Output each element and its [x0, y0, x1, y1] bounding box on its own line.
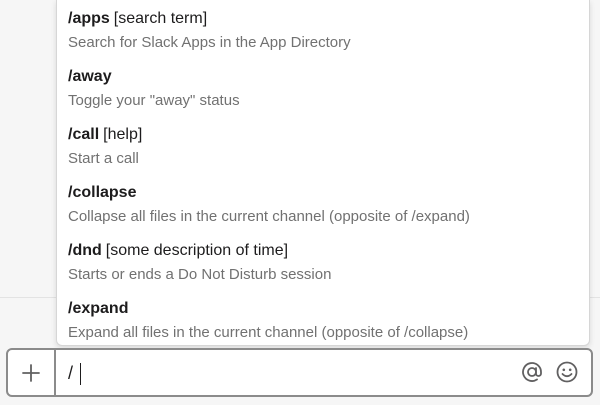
command-name: /call: [68, 126, 100, 143]
emoji-button[interactable]: [555, 360, 579, 384]
text-caret: [80, 363, 81, 385]
attach-button[interactable]: [8, 350, 56, 395]
mention-button[interactable]: [520, 360, 544, 384]
command-name: /expand: [68, 300, 129, 317]
command-item-call[interactable]: [68, 116, 583, 172]
command-name: /apps: [68, 10, 110, 27]
plus-icon: [22, 364, 40, 382]
command-description: Expand all files in the current channel (opposite of /collapse): [68, 324, 469, 341]
message-composer: [6, 348, 593, 397]
command-description: Search for Slack Apps in the App Directory: [68, 34, 351, 51]
command-item-collapse[interactable]: [68, 174, 583, 230]
slash-command-menu: [56, 0, 590, 346]
command-description: Start a call: [68, 150, 139, 167]
command-item-expand[interactable]: [68, 290, 583, 346]
command-args: [help]: [103, 126, 143, 143]
command-item-dnd[interactable]: [68, 232, 583, 288]
command-args: [some description of time]: [105, 242, 289, 259]
command-args: [search term]: [113, 10, 208, 27]
command-name: /collapse: [68, 184, 137, 201]
command-description: Starts or ends a Do Not Disturb session: [68, 266, 332, 283]
at-sign-icon: [520, 360, 544, 384]
smiley-icon: [555, 360, 579, 384]
command-description: Collapse all files in the current channel (opposite of /expand): [68, 208, 470, 225]
command-item-apps[interactable]: [68, 0, 583, 56]
command-item-away[interactable]: [68, 58, 583, 114]
command-name: /dnd: [68, 242, 102, 259]
message-input[interactable]: [68, 358, 508, 388]
command-description: Toggle your "away" status: [68, 92, 240, 109]
command-name: /away: [68, 68, 112, 85]
